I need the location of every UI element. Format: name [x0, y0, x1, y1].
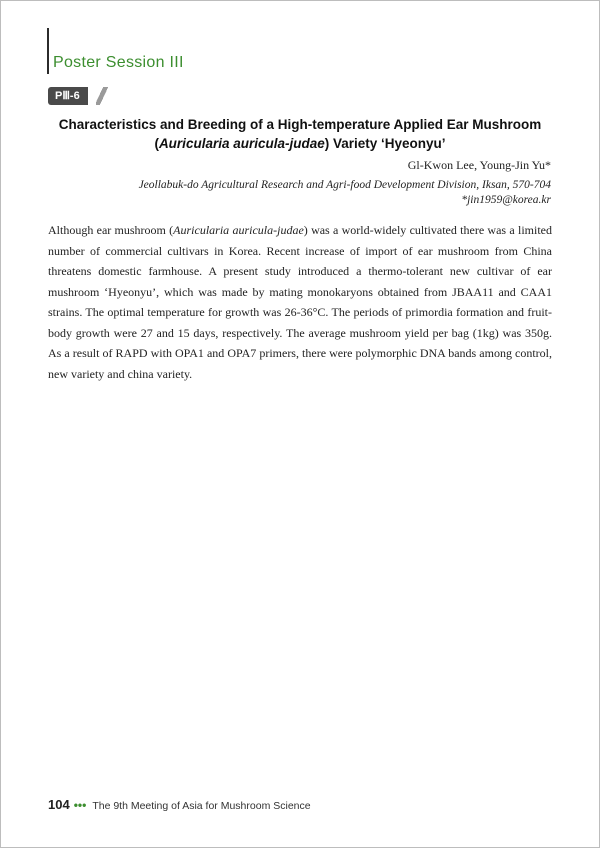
- title-line-1: Characteristics and Breeding of a High-temperature Applied Ear Mushroom: [58, 117, 542, 132]
- footer-dots: •••: [73, 798, 87, 812]
- abstract-body: ) was a world-widely cultivated there was a limited number of commercial cultivars in Korea. Recent increase of import of ear mushroom from China threatens domestic farmhouse. A present study introduced a thermo-tolerant new cultivar of ear mushroom ‘Hyeonyu’, which was made by mating monokaryons obtained from JBAA11 and CAA1 strains. The optimal temperature for growth was 26-36°C. The periods of primordia formation and fruit-body growth were 27 and 15 days, respectively. The average mushroom yield per bag (1kg) was 350g. As a result of RAPD with OPA1 and OPA7 primers, there were polymorphic DNA bands among control, new variety and china variety.: [48, 223, 552, 381]
- title-variety: ) Variety ‘Hyeonyu’: [324, 136, 446, 151]
- title-line-2: [40, 134, 560, 153]
- page-number: 104: [48, 797, 70, 812]
- affiliation: Jeollabuk-do Agricultural Research and Agri-food Development Division, Iksan, 570-704: [138, 179, 551, 191]
- abstract-species: Auricularia auricula-judae: [173, 223, 304, 237]
- footer-text: The 9th Meeting of Asia for Mushroom Science: [92, 800, 311, 812]
- badge-slash-decoration: [96, 87, 108, 105]
- title-species: Auricularia auricula-judae: [158, 136, 325, 151]
- section-bar: [47, 28, 49, 74]
- email: *jin1959@korea.kr: [461, 194, 551, 206]
- section-title: Poster Session III: [53, 54, 184, 71]
- footer: [48, 797, 311, 812]
- abstract-pre: Although ear mushroom (: [48, 223, 174, 237]
- paper-title: [40, 115, 560, 153]
- poster-badge: PⅢ-6: [48, 87, 88, 105]
- authors: Gl-Kwon Lee, Young-Jin Yu*: [407, 158, 551, 172]
- abstract: [48, 220, 552, 384]
- title-open-paren: (: [154, 136, 159, 151]
- affiliation-block: [139, 178, 551, 208]
